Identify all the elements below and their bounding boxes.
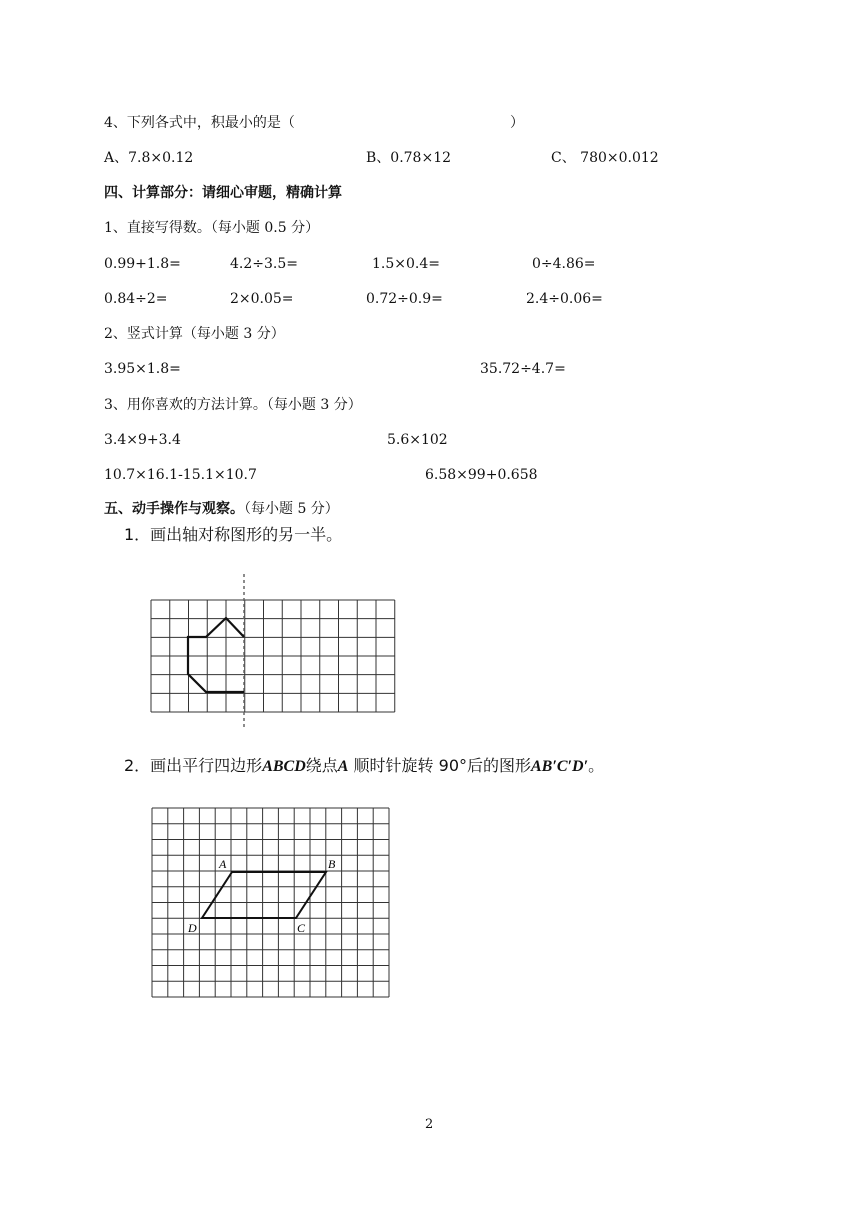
parallelogram-abcd [202, 872, 326, 918]
section4-p2-title: 2、竖式计算（每小题 3 分） [104, 326, 285, 342]
q4-stem: 4、下列各式中，积最小的是（ [104, 115, 295, 131]
label-d: D [188, 921, 197, 935]
p1-item: 0.99+1.8= [104, 256, 181, 272]
p1-item: 2.4÷0.06= [526, 291, 603, 307]
q4-option-b: B、0.78×12 [366, 150, 452, 166]
section4-title: 四、计算部分：请细心审题，精确计算 [104, 185, 342, 201]
q2-end: 。 [588, 756, 605, 775]
q4-close-paren: ） [510, 115, 524, 131]
p1-item: 2×0.05= [230, 291, 294, 307]
label-a: A [219, 857, 227, 871]
label-b: B [328, 857, 336, 871]
p2-item: 3.95×1.8= [104, 361, 181, 377]
section4-p3-title: 3、用你喜欢的方法计算。（每小题 3 分） [104, 397, 362, 413]
p1-item: 4.2÷3.5= [230, 256, 298, 272]
p3-item: 10.7×16.1-15.1×10.7 [104, 467, 257, 483]
q4-option-c: C、 780×0.012 [551, 150, 659, 166]
q2-mid1: 绕点 [305, 756, 338, 775]
q2-mid2: 顺时针旋转 90°后的图形 [353, 756, 531, 775]
p2-item: 35.72÷4.7= [480, 361, 566, 377]
p3-item: 6.58×99+0.658 [425, 467, 538, 483]
p1-item: 0.84÷2= [104, 291, 168, 307]
p3-item: 5.6×102 [387, 432, 448, 448]
p1-item: 0÷4.86= [532, 256, 596, 272]
q2-pre: 2．画出平行四边形 [124, 756, 263, 775]
p1-item: 1.5×0.4= [372, 256, 440, 272]
section5-title-rest: （每小题 5 分） [244, 501, 339, 517]
p3-item: 3.4×9+3.4 [104, 432, 181, 448]
q2-point: A [337, 758, 349, 775]
label-c: C [297, 921, 306, 935]
q2-result: AB′C′D′ [531, 758, 589, 775]
p1-item: 0.72÷0.9= [366, 291, 443, 307]
q2-shape: ABCD [262, 758, 306, 775]
page-number: 2 [425, 1117, 434, 1132]
q4-option-a: A、7.8×0.12 [104, 150, 194, 166]
section4-p1-title: 1、直接写得数。（每小题 0.5 分） [104, 220, 320, 236]
section5-q1: 1．画出轴对称图形的另一半。 [124, 525, 343, 544]
section5-title-bold: 五、动手操作与观察。 [104, 501, 244, 517]
